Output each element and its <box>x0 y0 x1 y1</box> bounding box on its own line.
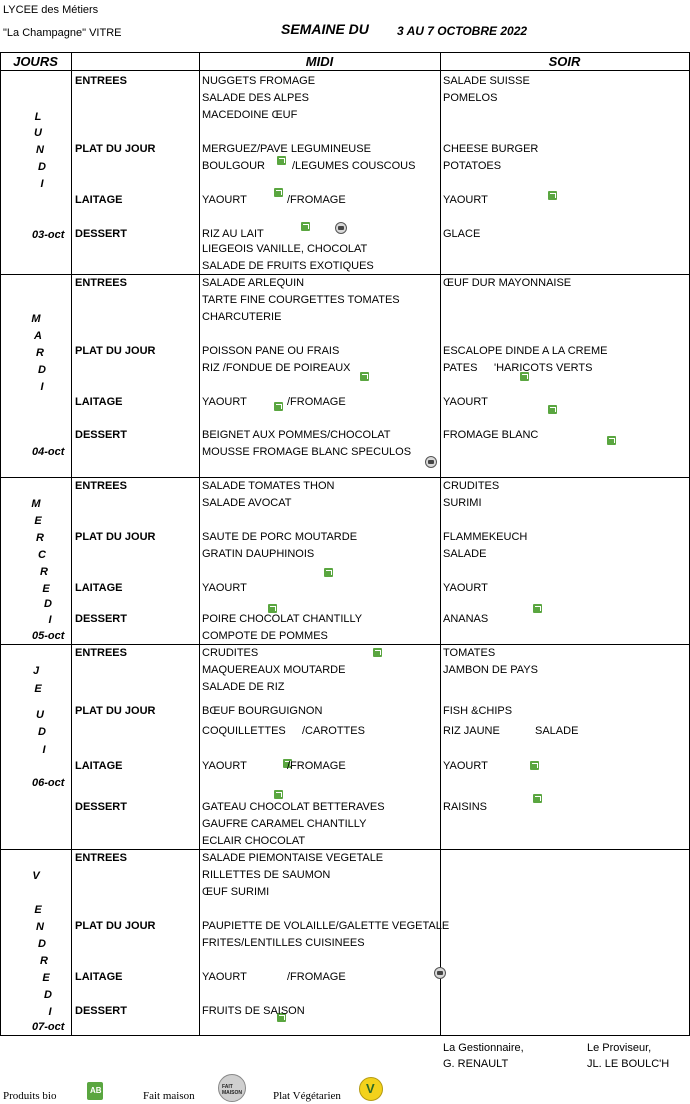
fait-maison-icon <box>335 222 347 234</box>
day-letter: D <box>38 364 46 376</box>
day-letter: V <box>32 870 40 882</box>
proviseur-title: Le Proviseur, <box>587 1042 652 1054</box>
menu-item: TOMATES <box>443 647 496 659</box>
menu-item: CHEESE BURGER <box>443 143 539 155</box>
school-name: LYCEE des Métiers <box>3 4 99 16</box>
category-laitage: LAITAGE <box>75 760 123 772</box>
ab-bio-icon <box>360 372 369 381</box>
menu-item: SALADE <box>443 548 487 560</box>
ab-bio-icon <box>277 156 286 165</box>
menu-item: MACEDOINE ŒUF <box>202 109 298 121</box>
fait-maison-icon <box>425 456 437 468</box>
menu-item: CHARCUTERIE <box>202 311 282 323</box>
day-letter: N <box>36 144 44 156</box>
day-letter: R <box>40 566 48 578</box>
category-laitage: LAITAGE <box>75 582 123 594</box>
day-letter: D <box>44 989 52 1001</box>
menu-item: SALADE PIEMONTAISE VEGETALE <box>202 852 384 864</box>
ab-bio-icon <box>530 761 539 770</box>
ab-bio-icon <box>274 402 283 411</box>
category-plat: PLAT DU JOUR <box>75 531 156 543</box>
menu-item: BOULGOUR <box>202 160 265 172</box>
ab-bio-icon <box>607 436 616 445</box>
menu-item: RIZ JAUNE <box>443 725 500 737</box>
category-entrees: ENTREES <box>75 852 127 864</box>
day-letter: E <box>34 904 42 916</box>
menu-item: ŒUF DUR MAYONNAISE <box>443 277 572 289</box>
menu-item: PAUPIETTE DE VOLAILLE/GALETTE VEGETALE <box>202 920 450 932</box>
day-letter: I <box>42 744 46 756</box>
day-letter: D <box>38 161 46 173</box>
menu-item: NUGGETS FROMAGE <box>202 75 316 87</box>
category-dessert: DESSERT <box>75 613 127 625</box>
table-bottom-border <box>0 1035 690 1036</box>
row-divider <box>0 644 690 645</box>
day-letter: C <box>38 549 46 561</box>
col-border <box>440 52 441 1036</box>
day-letter: A <box>34 330 42 342</box>
menu-item: SALADE AVOCAT <box>202 497 292 509</box>
menu-item: 'HARICOTS VERTS <box>494 362 593 374</box>
menu-item: POMELOS <box>443 92 498 104</box>
day-letter: I <box>40 178 44 190</box>
col-header-midi: MIDI <box>305 54 334 69</box>
col-header-days: JOURS <box>13 54 58 69</box>
category-entrees: ENTREES <box>75 277 127 289</box>
school-site: "La Champagne" VITRE <box>3 27 122 39</box>
legend-maison-label: Fait maison <box>143 1090 195 1102</box>
menu-item: MAQUEREAUX MOUTARDE <box>202 664 346 676</box>
vegetarian-icon <box>359 1077 383 1101</box>
fait-maison-icon <box>434 967 446 979</box>
row-divider <box>0 274 690 275</box>
menu-item: FLAMMEKEUCH <box>443 531 528 543</box>
col-border <box>199 52 200 1036</box>
menu-item: COQUILLETTES <box>202 725 286 737</box>
menu-item: /FROMAGE <box>287 396 346 408</box>
gestionnaire-title: La Gestionnaire, <box>443 1042 524 1054</box>
menu-item: YAOURT <box>202 396 247 408</box>
day-date: 03-oct <box>32 229 65 241</box>
category-entrees: ENTREES <box>75 75 127 87</box>
menu-item: MOUSSE FROMAGE BLANC SPECULOS <box>202 446 412 458</box>
menu-item: MERGUEZ/PAVE LEGUMINEUSE <box>202 143 371 155</box>
menu-item: BEIGNET AUX POMMES/CHOCOLAT <box>202 429 391 441</box>
day-letter: I <box>40 381 44 393</box>
menu-item: YAOURT <box>443 194 488 206</box>
day-letter: E <box>34 683 42 695</box>
row-divider <box>0 477 690 478</box>
day-letter: R <box>36 347 44 359</box>
menu-item: SURIMI <box>443 497 482 509</box>
menu-item: CRUDITES <box>443 480 500 492</box>
day-letter: U <box>34 127 42 139</box>
ab-bio-icon <box>548 191 557 200</box>
menu-item: FROMAGE BLANC <box>443 429 539 441</box>
menu-item: YAOURT <box>443 760 488 772</box>
col-border <box>0 52 1 1036</box>
menu-item: GATEAU CHOCOLAT BETTERAVES <box>202 801 385 813</box>
day-letter: U <box>36 709 44 721</box>
ab-bio-icon <box>274 188 283 197</box>
ab-bio-icon <box>373 648 382 657</box>
menu-item: LIEGEOIS VANILLE, CHOCOLAT <box>202 243 368 255</box>
ab-bio-logo-text: AB <box>90 1086 102 1095</box>
menu-item: GLACE <box>443 228 481 240</box>
menu-item: POIRE CHOCOLAT CHANTILLY <box>202 613 363 625</box>
menu-item: SALADE SUISSE <box>443 75 530 87</box>
day-letter: E <box>42 583 50 595</box>
menu-item: RILLETTES DE SAUMON <box>202 869 331 881</box>
category-plat: PLAT DU JOUR <box>75 345 156 357</box>
day-letter: E <box>34 515 42 527</box>
menu-item: COMPOTE DE POMMES <box>202 630 328 642</box>
menu-item: SALADE DE FRUITS EXOTIQUES <box>202 260 374 272</box>
menu-item: BŒUF BOURGUIGNON <box>202 705 323 717</box>
menu-item: /CAROTTES <box>302 725 365 737</box>
menu-item: POTATOES <box>443 160 502 172</box>
menu-item: PATES <box>443 362 478 374</box>
category-dessert: DESSERT <box>75 801 127 813</box>
menu-item: FRUITS DE SAISON <box>202 1005 305 1017</box>
day-date: 05-oct <box>32 630 65 642</box>
day-letter: I <box>48 614 52 626</box>
menu-item: /FROMAGE <box>287 971 346 983</box>
menu-item: YAOURT <box>443 582 488 594</box>
category-dessert: DESSERT <box>75 1005 127 1017</box>
day-letter: R <box>40 955 48 967</box>
fait-maison-logo-text: FAIT MAISON <box>222 1084 242 1096</box>
category-laitage: LAITAGE <box>75 971 123 983</box>
ab-bio-icon <box>548 405 557 414</box>
legend-bio-label: Produits bio <box>3 1090 57 1102</box>
day-letter: J <box>32 665 40 677</box>
category-entrees: ENTREES <box>75 647 127 659</box>
proviseur-name: JL. LE BOULC'H <box>587 1058 670 1070</box>
menu-item: ANANAS <box>443 613 489 625</box>
menu-item: GAUFRE CARAMEL CHANTILLY <box>202 818 367 830</box>
category-plat: PLAT DU JOUR <box>75 143 156 155</box>
col-header-soir: SOIR <box>548 54 581 69</box>
menu-item: YAOURT <box>202 582 247 594</box>
menu-item: /FROMAGE <box>287 194 346 206</box>
day-letter: D <box>38 938 46 950</box>
day-date: 04-oct <box>32 446 65 458</box>
menu-item: YAOURT <box>202 760 247 772</box>
menu-item: FRITES/LENTILLES CUISINEES <box>202 937 365 949</box>
menu-item: YAOURT <box>202 971 247 983</box>
table-top-border <box>0 52 690 53</box>
menu-item: ECLAIR CHOCOLAT <box>202 835 306 847</box>
category-plat: PLAT DU JOUR <box>75 920 156 932</box>
menu-item: RIZ AU LAIT <box>202 228 264 240</box>
menu-item: YAOURT <box>443 396 488 408</box>
menu-item: JAMBON DE PAYS <box>443 664 538 676</box>
menu-item: CRUDITES <box>202 647 259 659</box>
day-letter: D <box>38 726 46 738</box>
week-title: SEMAINE DU <box>281 21 369 37</box>
ab-bio-icon <box>533 794 542 803</box>
day-letter: R <box>36 532 44 544</box>
menu-item: FISH &CHIPS <box>443 705 513 717</box>
ab-bio-icon <box>324 568 333 577</box>
menu-item: SALADE DES ALPES <box>202 92 309 104</box>
menu-item: RIZ /FONDUE DE POIREAUX <box>202 362 351 374</box>
ab-bio-icon <box>533 604 542 613</box>
menu-item: ESCALOPE DINDE A LA CREME <box>443 345 608 357</box>
category-plat: PLAT DU JOUR <box>75 705 156 717</box>
menu-item: ŒUF SURIMI <box>202 886 270 898</box>
day-date: 06-oct <box>32 777 65 789</box>
menu-item: /LEGUMES COUSCOUS <box>292 160 416 172</box>
category-dessert: DESSERT <box>75 228 127 240</box>
day-letter: M <box>31 313 41 325</box>
day-date: 07-oct <box>32 1021 65 1033</box>
fait-maison-icon <box>218 1074 246 1102</box>
menu-item: GRATIN DAUPHINOIS <box>202 548 315 560</box>
category-laitage: LAITAGE <box>75 194 123 206</box>
col-border <box>71 52 72 1036</box>
menu-item: SALADE DE RIZ <box>202 681 285 693</box>
menu-item: SAUTE DE PORC MOUTARDE <box>202 531 358 543</box>
day-letter: E <box>42 972 50 984</box>
menu-item: TARTE FINE COURGETTES TOMATES <box>202 294 400 306</box>
category-entrees: ENTREES <box>75 480 127 492</box>
menu-item: POISSON PANE OU FRAIS <box>202 345 340 357</box>
category-laitage: LAITAGE <box>75 396 123 408</box>
header-bottom-border <box>0 70 690 71</box>
day-letter: I <box>48 1006 52 1018</box>
category-dessert: DESSERT <box>75 429 127 441</box>
ab-bio-icon <box>274 790 283 799</box>
menu-item: RAISINS <box>443 801 488 813</box>
ab-bio-icon <box>87 1082 103 1100</box>
menu-item: /FROMAGE <box>287 760 346 772</box>
menu-item: SALADE TOMATES THON <box>202 480 335 492</box>
day-letter: N <box>36 921 44 933</box>
day-letter: M <box>31 498 41 510</box>
menu-item: YAOURT <box>202 194 247 206</box>
menu-item: SALADE <box>535 725 579 737</box>
menu-item: SALADE ARLEQUIN <box>202 277 305 289</box>
legend-vege-label: Plat Végétarien <box>273 1090 341 1102</box>
row-divider <box>0 849 690 850</box>
ab-bio-icon <box>268 604 277 613</box>
week-dates: 3 AU 7 OCTOBRE 2022 <box>397 24 528 38</box>
day-letter: D <box>44 598 52 610</box>
vegetarian-logo-text: V <box>366 1081 375 1096</box>
ab-bio-icon <box>301 222 310 231</box>
gestionnaire-name: G. RENAULT <box>443 1058 509 1070</box>
day-letter: L <box>34 111 42 123</box>
